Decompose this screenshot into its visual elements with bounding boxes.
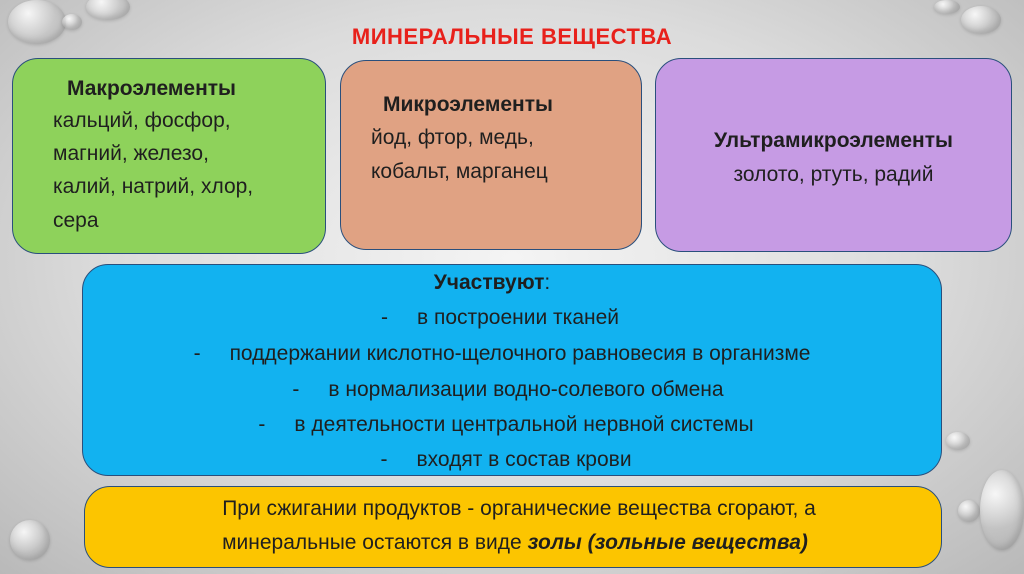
participation-item (73, 342, 931, 366)
macroelements-line: калий, натрий, хлор, (53, 175, 254, 198)
list-dash: - (380, 306, 388, 329)
list-dash: - (193, 342, 201, 365)
ash-note-line-1: При сжигании продуктов - органические вещества сгорают, а (222, 497, 816, 520)
participation-heading: Участвуют (433, 271, 545, 294)
microelements-line: йод, фтор, медь, (371, 126, 534, 149)
macroelements-line: магний, железо, (53, 142, 209, 165)
microelements-line: кобальт, марганец (371, 160, 548, 183)
macroelements-line: кальций, фосфор, (53, 109, 231, 132)
ultramicroelements-line: золото, ртуть, радий (733, 163, 934, 186)
list-dash: - (258, 413, 266, 436)
macroelements-line: сера (53, 209, 99, 232)
ultramicroelements-heading: Ультрамикроэлементы (714, 129, 953, 152)
decor-bubble (946, 432, 970, 450)
macroelements-heading: Макроэлементы (67, 77, 236, 100)
microelements-heading: Микроэлементы (383, 93, 553, 116)
ash-note-line-2-text: минеральные остаются в виде (222, 531, 528, 554)
ash-note-card (84, 486, 942, 568)
decor-bubble (10, 520, 50, 560)
macroelements-card (12, 58, 326, 254)
decor-bubble (958, 500, 980, 522)
slide-title: МИНЕРАЛЬНЫЕ ВЕЩЕСТВА (351, 24, 673, 49)
participation-item-text: в построении тканей (416, 306, 620, 329)
participation-item (71, 306, 929, 330)
participation-item-text: в нормализации водно-солевого обмена (328, 378, 724, 401)
participation-card (82, 264, 942, 476)
participation-item-text: входят в состав крови (416, 448, 632, 471)
participation-heading-wrap (63, 271, 921, 295)
participation-item (77, 413, 935, 437)
participation-item (79, 378, 937, 402)
ash-note-line-2 (87, 531, 943, 555)
list-dash: - (292, 378, 300, 401)
participation-heading-colon: : (544, 271, 551, 294)
decor-bubble (934, 0, 960, 14)
decor-bubble (980, 470, 1024, 550)
participation-item (77, 448, 935, 472)
ash-note-emphasis: золы (зольные вещества) (527, 531, 808, 554)
participation-item-text: в деятельности центральной нервной системы (294, 413, 754, 436)
decor-bubble (86, 0, 130, 20)
participation-item-text: поддержании кислотно-щелочного равновесия в организме (229, 342, 811, 365)
microelements-card (340, 60, 642, 250)
list-dash: - (380, 448, 388, 471)
ultramicroelements-card (655, 58, 1012, 252)
